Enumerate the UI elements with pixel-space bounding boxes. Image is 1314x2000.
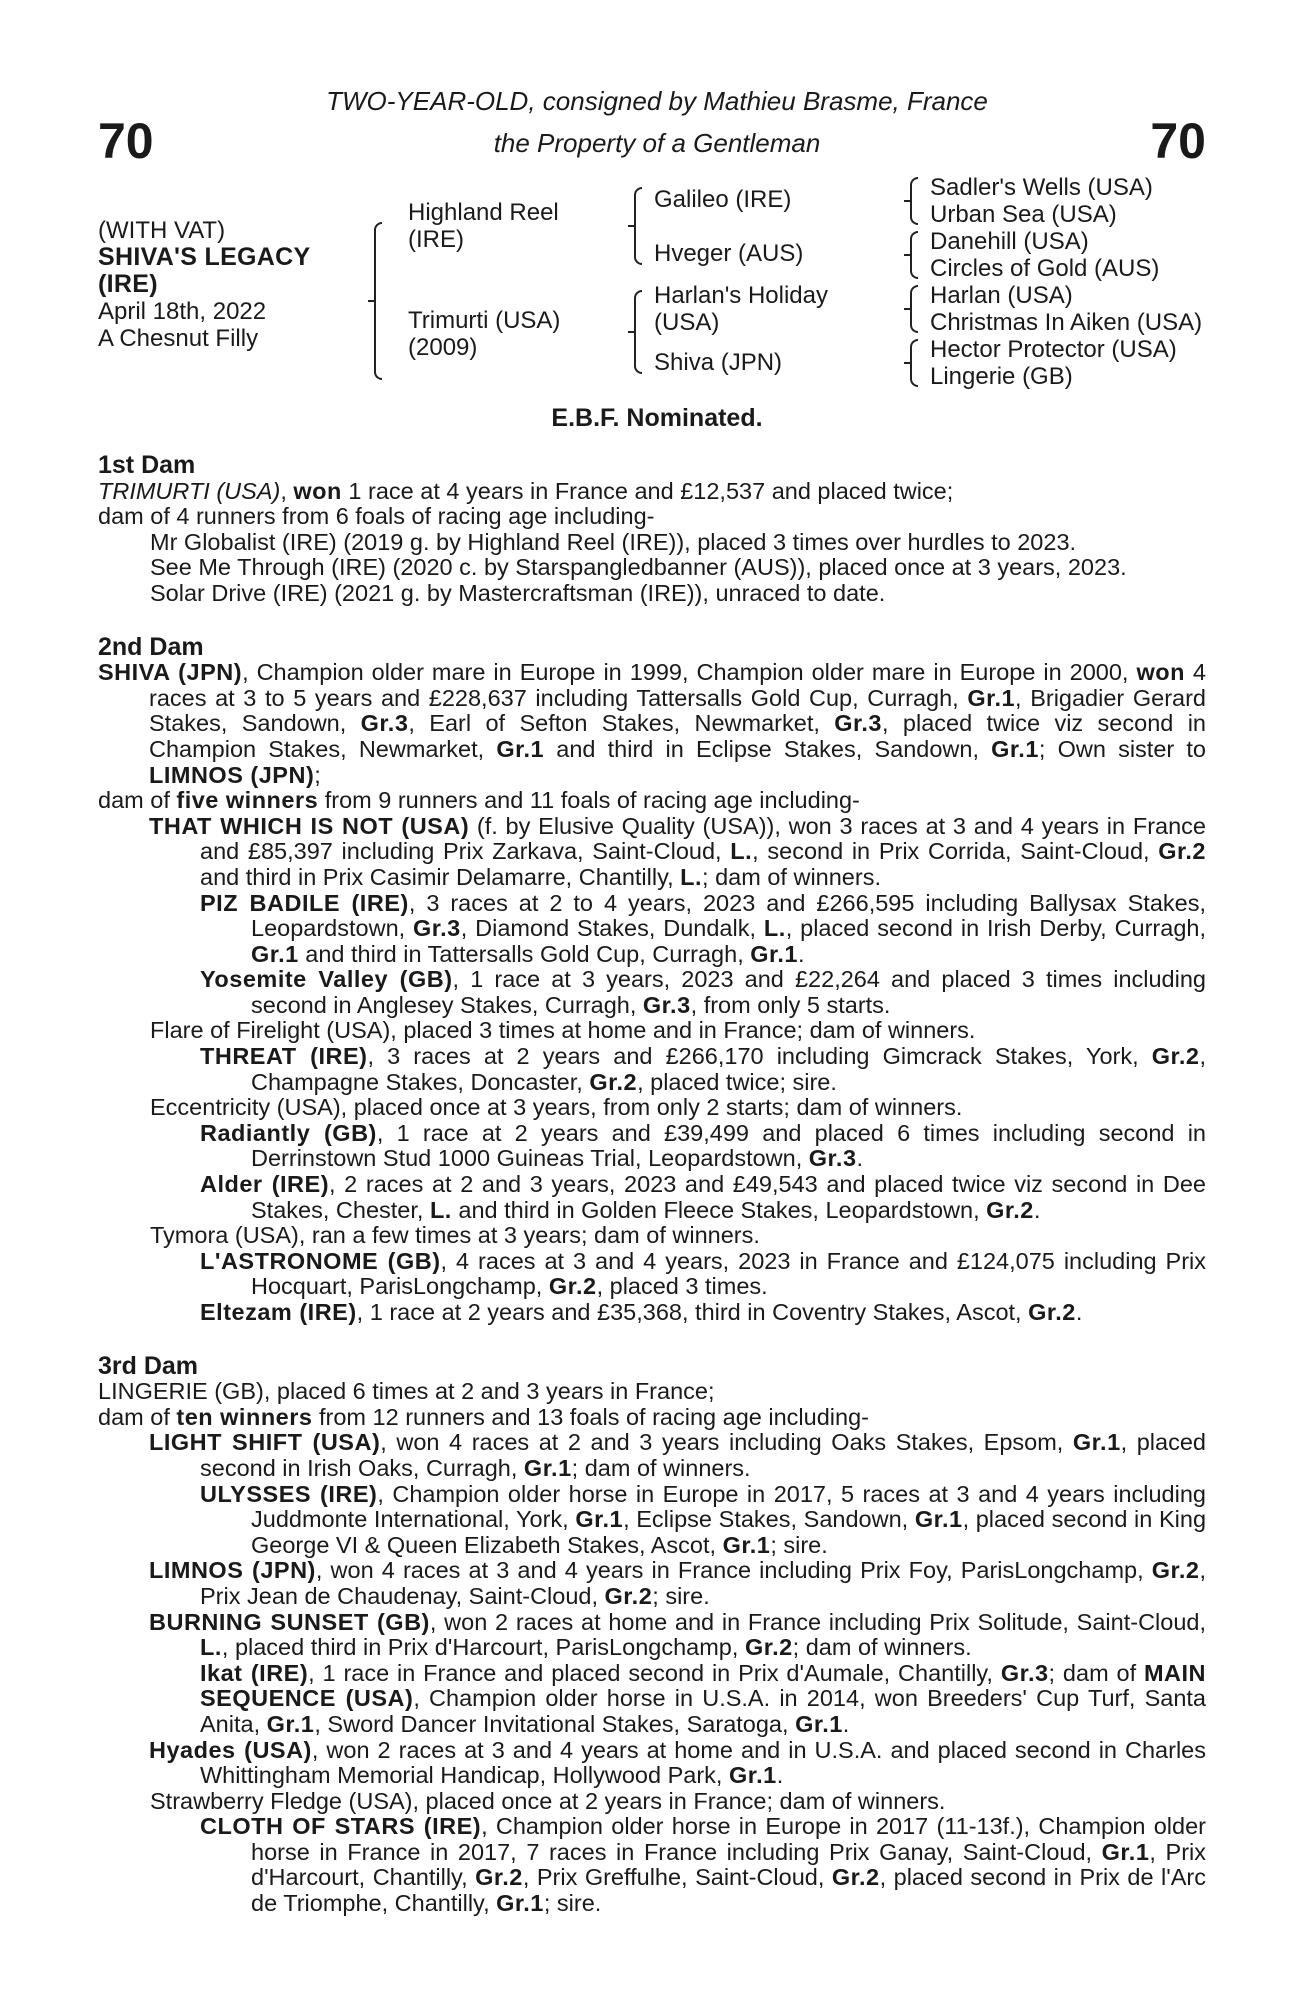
sire-country: (IRE) xyxy=(408,226,464,253)
entry-light-shift xyxy=(98,1430,1206,1481)
grade: Gr.2 xyxy=(986,1196,1034,1223)
winners-count: five winners xyxy=(176,787,319,814)
entry-tymora: Tymora (USA), ran a few times at 3 years; dam of winners. xyxy=(150,1222,760,1249)
horse-name: Radiantly (GB) xyxy=(200,1119,377,1146)
grade: Gr.3 xyxy=(413,915,461,942)
ebf-nominated: E.B.F. Nominated. xyxy=(551,404,763,432)
text: , won 2 races at home and in France including Prix Solitude, Saint-Cloud, xyxy=(429,1608,1206,1635)
grade: Gr.1 xyxy=(575,1506,624,1533)
grade: Gr.1 xyxy=(728,1762,777,1789)
horse-name: MAIN SEQUENCE (USA) xyxy=(200,1659,1206,1712)
grade: Gr.2 xyxy=(1151,1557,1200,1584)
entry-eltezam xyxy=(98,1300,1206,1326)
text: , Champion older horse in U.S.A. in 2014, won Breeders' Cup Turf, Santa Anita, xyxy=(200,1685,1207,1737)
entry-flare-of-firelight: Flare of Firelight (USA), placed 3 times at home and in France; dam of winners. xyxy=(150,1017,976,1044)
second-dam-heading: 2nd Dam xyxy=(98,632,204,661)
grade: Gr.3 xyxy=(834,710,882,737)
pedigree-brace-3d xyxy=(904,339,918,387)
entry-limnos xyxy=(98,1558,1206,1609)
grade: L. xyxy=(763,915,786,942)
grade: Gr.2 xyxy=(475,1864,523,1891)
grade: Gr.2 xyxy=(1028,1299,1076,1325)
text: , placed twice; sire. xyxy=(637,1068,837,1095)
won-label: won xyxy=(1136,659,1185,686)
horse-name: Yosemite Valley (GB) xyxy=(200,966,453,993)
horse-name: CLOTH OF STARS (IRE) xyxy=(200,1813,482,1840)
lot-number-left: 70 xyxy=(98,113,154,169)
second-dam-name: SHIVA (JPN) xyxy=(98,659,243,686)
second-dam-produce xyxy=(98,788,1206,814)
text: ; sire. xyxy=(770,1531,828,1558)
horse-name: THAT WHICH IS NOT (USA) xyxy=(149,812,470,839)
catalogue-body xyxy=(98,453,1206,1917)
grade: Gr.1 xyxy=(1072,1429,1121,1456)
text: . xyxy=(1075,1299,1083,1325)
grandsire-column xyxy=(930,174,1202,390)
first-dam-record: TRIMURTI (USA), won 1 race at 4 years in France and £12,537 and placed twice; xyxy=(98,477,954,504)
text: , 1 race at 2 years and £35,368, third in Coventry Stakes, Ascot, xyxy=(356,1299,1029,1325)
text: , Sword Dancer Invitational Stakes, Saratoga, xyxy=(314,1710,796,1737)
sire xyxy=(408,199,559,253)
entry-piz-badile xyxy=(98,891,1206,968)
pedigree-brace-3c xyxy=(904,285,918,333)
text: . xyxy=(856,1145,864,1172)
horse-name: PIZ BADILE (IRE) xyxy=(200,889,409,916)
third-dam-produce xyxy=(98,1405,1206,1431)
text: ; dam of xyxy=(1048,1659,1144,1686)
text: , placed second in Irish Oaks, Curragh, xyxy=(200,1429,1206,1481)
grade: Gr.2 xyxy=(589,1068,638,1095)
entry-radiantly xyxy=(98,1121,1206,1172)
grade: Gr.1 xyxy=(251,940,299,967)
entry-hyades xyxy=(98,1738,1206,1789)
first-dam-name: TRIMURTI (USA) xyxy=(98,477,281,504)
horse-name: LIMNOS (JPN) xyxy=(149,1557,316,1584)
grade: Gr.1 xyxy=(795,1710,843,1737)
grade: Gr.1 xyxy=(496,1890,544,1917)
foaling-date: April 18th, 2022 xyxy=(98,298,267,325)
ped-g6: Christmas In Aiken (USA) xyxy=(930,309,1203,336)
grade: Gr.3 xyxy=(360,710,409,737)
grade: Gr.1 xyxy=(266,1710,315,1737)
horse-name: Alder (IRE) xyxy=(200,1171,330,1198)
grade: Gr.1 xyxy=(991,735,1039,762)
pedigree-brace-2b xyxy=(628,290,642,374)
text: (f. by Elusive Quality (USA)), won 3 races at 3 and 4 years in France and £85,397 including Prix Zarkava, Saint-Cloud, xyxy=(200,812,1206,865)
text: , placed second in Irish Derby, Curragh, xyxy=(785,915,1206,942)
text: from 9 runners and 11 foals of racing age including- xyxy=(318,787,860,814)
text: , 3 races at 2 years and £266,170 including Gimcrack Stakes, York, xyxy=(367,1043,1152,1070)
text: , won 4 races at 2 and 3 years including Oaks Stakes, Epsom, xyxy=(380,1429,1073,1456)
text: and third in Eclipse Stakes, Sandown, xyxy=(544,735,992,762)
text: , Brigadier Gerard Stakes, Sandown, xyxy=(149,684,1206,737)
second-dam-record xyxy=(98,660,1206,788)
dam-sire-country: (USA) xyxy=(654,309,720,336)
third-dam-heading: 3rd Dam xyxy=(98,1351,199,1380)
lot-number-right: 70 xyxy=(1150,113,1206,169)
entry-yosemite-valley xyxy=(98,967,1206,1018)
text: , placed twice viz second in Champion Stakes, Newmarket, xyxy=(149,710,1207,762)
text: , won 2 races at 3 and 4 years at home and in U.S.A. and placed second in Charles Whittingham Memorial Handicap, Hollywood Park, xyxy=(200,1736,1206,1789)
text: , Prix Greffulhe, Saint-Cloud, xyxy=(522,1864,832,1891)
sire-sire: Galileo (IRE) xyxy=(654,186,792,213)
entry-cloth-of-stars xyxy=(98,1814,1206,1916)
entry-ikat xyxy=(98,1661,1206,1738)
vat-note: (WITH VAT) xyxy=(98,217,226,244)
sire-dam: Hveger (AUS) xyxy=(654,240,804,267)
horse-name: LIMNOS (JPN) xyxy=(149,761,315,788)
text: , placed second in King George VI & Queen Elizabeth Stakes, Ascot, xyxy=(251,1506,1207,1558)
grade: Gr.3 xyxy=(642,991,691,1018)
grade: Gr.2 xyxy=(1158,838,1206,865)
horse-name-country: (IRE) xyxy=(98,270,158,298)
grade: Gr.1 xyxy=(967,684,1016,711)
text: , placed second in Prix de l'Arc de Triomphe, Chantilly, xyxy=(251,1864,1206,1917)
text: , placed third in Prix d'Harcourt, ParisLongchamp, xyxy=(221,1634,745,1661)
horse-name: LIGHT SHIFT (USA) xyxy=(149,1429,381,1456)
entry-threat xyxy=(98,1044,1206,1095)
text: ; dam of winners. xyxy=(702,863,881,890)
horse-description: A Chesnut Filly xyxy=(98,325,259,352)
first-dam-record-text: 1 race at 4 years in France and £12,537 and placed twice; xyxy=(341,477,954,504)
dam-name: Trimurti (USA) xyxy=(408,307,561,334)
text: ; sire. xyxy=(543,1890,602,1917)
grade: Gr.3 xyxy=(1000,1659,1049,1686)
text: and third in Prix Casimir Delamarre, Chantilly, xyxy=(200,863,681,890)
third-dam-record: LINGERIE (GB), placed 6 times at 2 and 3 years in France; xyxy=(98,1378,715,1405)
foal-1: Mr Globalist (IRE) (2019 g. by Highland Reel (IRE)), placed 3 times over hurdles to 2023. xyxy=(150,528,1077,555)
first-dam-heading: 1st Dam xyxy=(98,451,196,479)
ped-g3: Danehill (USA) xyxy=(930,228,1089,255)
pedigree-brace-1 xyxy=(368,222,382,380)
entry-alder xyxy=(98,1172,1206,1223)
text: , 3 races at 2 to 4 years, 2023 and £266,595 including Ballysax Stakes, Leopardstown, xyxy=(251,889,1206,942)
grade: Gr.2 xyxy=(548,1273,597,1300)
text: . xyxy=(797,940,805,967)
dam-dam: Shiva (JPN) xyxy=(654,349,783,376)
grade: Gr.2 xyxy=(744,1634,793,1661)
dam-year: (2009) xyxy=(408,334,478,361)
winners-count: ten winners xyxy=(176,1403,313,1430)
text: , from only 5 starts. xyxy=(690,991,891,1018)
grade: Gr.2 xyxy=(1151,1043,1200,1070)
horse-name: Hyades (USA) xyxy=(149,1736,312,1763)
horse-name: BURNING SUNSET (GB) xyxy=(149,1608,430,1635)
text: dam of xyxy=(98,1403,177,1430)
ped-g7: Hector Protector (USA) xyxy=(930,336,1177,363)
text: , Diamond Stakes, Dundalk, xyxy=(460,915,764,942)
grade: L. xyxy=(429,1196,452,1223)
horse-name: Ikat (IRE) xyxy=(200,1659,309,1686)
ped-g4: Circles of Gold (AUS) xyxy=(930,255,1160,282)
text: , 1 race in France and placed second in Prix d'Aumale, Chantilly, xyxy=(308,1659,1001,1686)
entry-ulysses xyxy=(98,1482,1206,1559)
ped-g1: Sadler's Wells (USA) xyxy=(930,174,1153,201)
entry-burning-sunset xyxy=(98,1610,1206,1661)
foal-2: See Me Through (IRE) (2020 c. by Starspangledbanner (AUS)), placed once at 3 years, 2023. xyxy=(150,554,1127,581)
text: . xyxy=(776,1762,784,1789)
grade: Gr.3 xyxy=(808,1145,857,1172)
horse-block xyxy=(98,217,311,352)
entry-lastronome xyxy=(98,1249,1206,1300)
first-dam-produce: dam of 4 runners from 6 foals of racing age including- xyxy=(98,503,655,530)
text: , second in Prix Corrida, Saint-Cloud, xyxy=(752,838,1159,865)
text: dam of xyxy=(98,787,177,814)
foal-3: Solar Drive (IRE) (2021 g. by Mastercraftsman (IRE)), unraced to date. xyxy=(150,579,886,606)
dam xyxy=(408,307,560,361)
dam-sire xyxy=(654,282,828,336)
text: , 1 race at 2 years and £39,499 and placed 6 times including second in Derrinstown Stud 1000 Guineas Trial, Leopardstown, xyxy=(251,1119,1206,1172)
text: . xyxy=(842,1710,850,1737)
pedigree-brace-3a xyxy=(904,177,918,225)
text: ; dam of winners. xyxy=(571,1454,751,1481)
horse-name: L'ASTRONOME (GB) xyxy=(200,1247,441,1274)
grade: Gr.2 xyxy=(831,1864,880,1891)
grade: Gr.1 xyxy=(1101,1838,1150,1865)
grade: Gr.2 xyxy=(604,1582,653,1609)
grade: Gr.1 xyxy=(750,940,798,967)
grade: L. xyxy=(680,863,703,890)
text: , Prix Jean de Chaudenay, Saint-Cloud, xyxy=(200,1557,1206,1609)
entry-strawberry-fledge: Strawberry Fledge (USA), placed once at 2 years in France; dam of winners. xyxy=(150,1787,946,1814)
horse-name: SHIVA'S LEGACY xyxy=(98,243,311,271)
horse-name: ULYSSES (IRE) xyxy=(200,1480,378,1507)
text: , 4 races at 3 and 4 years, 2023 in France and £124,075 including Prix Hocquart, ParisLongchamp, xyxy=(251,1247,1206,1300)
text: ; dam of winners. xyxy=(792,1634,972,1661)
text: ; xyxy=(314,761,321,788)
text: ; Own sister to xyxy=(1038,735,1206,762)
pedigree-brace-2a xyxy=(628,187,642,265)
grade: Gr.1 xyxy=(523,1454,572,1481)
text: , Eclipse Stakes, Sandown, xyxy=(623,1506,915,1533)
text: , placed 3 times. xyxy=(596,1273,768,1300)
text: , 1 race at 3 years, 2023 and £22,264 and placed 3 times including second in Anglesey Stakes, Curragh, xyxy=(251,966,1206,1018)
property-line: the Property of a Gentleman xyxy=(493,128,821,158)
consignment-line: TWO-YEAR-OLD, consigned by Mathieu Brasme, France xyxy=(326,86,988,116)
text: , Champion older horse in Europe in 2017 (11-13f.), Champion older horse in France in 2017, 7 races in France including Prix Ganay, Saint-Cloud, xyxy=(251,1813,1206,1865)
horse-name: Eltezam (IRE) xyxy=(200,1299,357,1325)
entry-eccentricity: Eccentricity (USA), placed once at 3 years, from only 2 starts; dam of winners. xyxy=(150,1094,963,1121)
grade: Gr.1 xyxy=(496,735,545,762)
text: . xyxy=(1033,1196,1041,1223)
grade: Gr.1 xyxy=(722,1531,771,1558)
grade: Gr.1 xyxy=(914,1506,963,1533)
text: , 2 races at 2 and 3 years, 2023 and £49,543 and placed twice viz second in Dee Stakes, Chester, xyxy=(251,1171,1206,1223)
won-label: won xyxy=(293,477,342,504)
text: 4 races at 3 to 5 years and £228,637 including Tattersalls Gold Cup, Curragh, xyxy=(149,659,1207,711)
grade: L. xyxy=(730,838,753,865)
pedigree-brace-3b xyxy=(904,231,918,279)
text: , Prix d'Harcourt, Chantilly, xyxy=(251,1838,1206,1891)
sire-name: Highland Reel xyxy=(408,199,559,226)
dam-sire-name: Harlan's Holiday xyxy=(654,282,828,309)
text: , won 4 races at 3 and 4 years in France including Prix Foy, ParisLongchamp, xyxy=(315,1557,1152,1584)
text: ; sire. xyxy=(652,1582,710,1609)
text: , Earl of Sefton Stakes, Newmarket, xyxy=(408,710,835,737)
text: , Champagne Stakes, Doncaster, xyxy=(251,1043,1206,1095)
ped-g8: Lingerie (GB) xyxy=(930,363,1073,390)
text: and third in Tattersalls Gold Cup, Curragh, xyxy=(298,940,751,967)
ped-g5: Harlan (USA) xyxy=(930,282,1073,309)
ped-g2: Urban Sea (USA) xyxy=(930,201,1117,228)
text: , Champion older horse in Europe in 2017, 5 races at 3 and 4 years including Juddmonte International, York, xyxy=(251,1480,1206,1533)
horse-name: THREAT (IRE) xyxy=(200,1043,368,1070)
entry-that-which-is-not xyxy=(98,814,1206,891)
text: from 12 runners and 13 foals of racing age including- xyxy=(312,1403,869,1430)
text: and third in Golden Fleece Stakes, Leopardstown, xyxy=(451,1196,987,1223)
text: , Champion older mare in Europe in 1999, Champion older mare in Europe in 2000, xyxy=(242,659,1137,686)
grade: L. xyxy=(200,1634,222,1661)
